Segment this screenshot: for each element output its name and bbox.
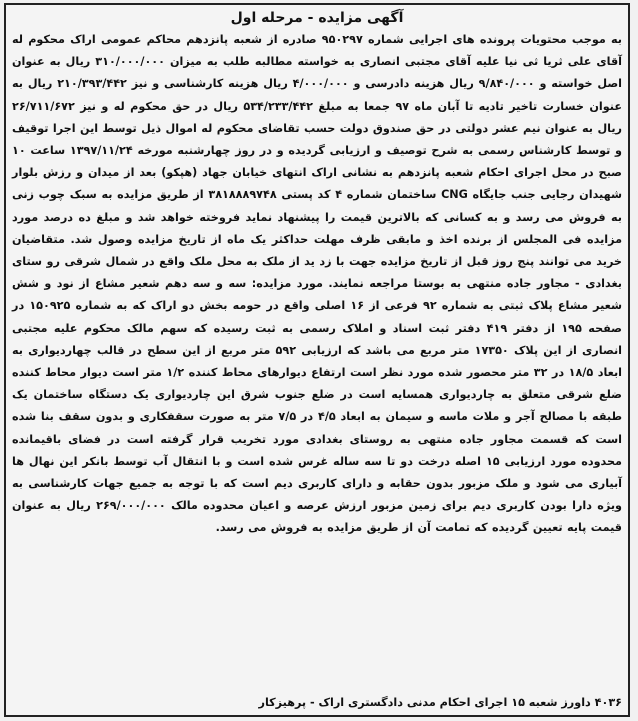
notice-body: به موجب محتویات پرونده های اجرایی شماره ۹۵۰۲۹۷ صادره از شعبه پانزدهم محاکم عمومی اراک محکوم له آقای علی ثریا ثی نیا علیه آقای مجتبی انصاری به خواسته مطالبه طلب به میزان ۳۱۰/۰۰۰/۰۰۰ ریال به عنوان اصل خواسته و ۹/۸۴۰/۰۰۰ ریال هزینه دادرسی و ۴/۰۰۰/۰۰۰ ریال هزینه کارشناسی و نیز ۲۱۰/۳۹۳/۴۴۲ ریال به عنوان خسارت تاخیر تادیه تا آبان ماه ۹۷ جمعا به مبلغ ۵۳۴/۲۳۳/۴۴۲ ریال در حق محکوم له و نیز ۲۶/۷۱۱/۶۷۲ ریال به عنوان نیم عشر دولتی در حق صندوق دولت حسب تقاضای محکوم له اموال ذیل توسط این اجرا توقیف و توسط کارشناس رسمی به شرح توصیف و ارزیابی گردیده و در روز چهارشنبه مورخه ۱۳۹۷/۱۱/۲۴ ساعت ۱۰ صبح در محل اجرای احکام شعبه پانزدهم به نشانی اراک انتهای خیابان جهاد (هپکو) بعد از میدان و رزش بلوار شهیدان رجایی جنب جایگاه CNG ساختمان شماره ۴ کد پستی ۳۸۱۸۸۸۹۷۴۸ از طریق مزایده به سبک چوب زنی به فروش می رسد و به کسانی که بالاترین قیمت را پیشنهاد نماید فروخته خواهد شد و مبلغ ده درصد مورد مزایده فی المجلس از برنده اخذ و مابقی ظرف مهلت حداکثر یک ماه از تاریخ مزایده وصول شد. متقاضیان خرید می توانند پنج روز قبل از تاریخ مزایده جهت با زد ید از ملک به محل ملک واقع در شمال شرقی رو ستای بغدادی - مجاور جاده منتهی به بوستا مراجعه نمایند. مورد مزایده: سه و سه دهم شعیر مشاع از نود و شش شعیر مشاع پلاک ثبتی به شماره ۹۲ فرعی از ۱۶ اصلی واقع در حومه بخش دو اراک که به شماره ۱۵۰۹۲۵ در صفحه ۱۹۵ از دفتر ۴۱۹ دفتر ثبت اسناد و املاک رسمی به ثبت رسیده که سهم مالک محکوم علیه مجتبی انصاری از این پلاک ۱۷۳۵۰ متر مربع می باشد که ارزیابی ۵۹۲ متر مربع از این سطح در قالب چهاردیواری به ابعاد ۱۸/۵ در ۳۲ متر محصور شده مورد نظر است ارتفاع دیوارهای محاط کننده ۱/۲ متر است دیوار محاط کننده ضلع شرقی متعلق به چاردیواری همسایه است در ضلع جنوب شرق این چاردیواری یک دستگاه ساختمان یک طبقه با مصالح آجر و ملات ماسه و سیمان به ابعاد ۴/۵ در ۷/۵ متر به صورت سقفکاری و بدون سقف بنا شده است که قسمت مجاور جاده منتهی به روستای بغدادی مورد تخریب قرار گرفته است در فضای باقیمانده محدوده مورد ارزیابی ۱۵ اصله درخت دو تا سه ساله غرس شده است و با انتقال آب توسط بانکر این نهال ها آبیاری می شود و ملک مزبور بدون حقابه و دارای کاربری دیم است که با توجه به جمیع جهات کارشناسی به ویژه دارا بودن کاربری دیم برای زمین مزبور ارزش عرصه و اعیان محدوده مالک ۲۶۹/۰۰۰/۰۰۰ ریال به عنوان قیمت پایه تعیین گردیده که تمامت آن از طریق مزایده به فروش می رسد.	[12, 33, 623, 535]
auction-notice	[4, 3, 630, 717]
notice-signature: ۴۰۳۶ داورز شعبه ۱۵ اجرای احکام مدنی دادگستری اراک - پرهیزکار	[258, 696, 622, 709]
notice-title: آگهی مزایده - مرحله اول	[230, 10, 404, 26]
